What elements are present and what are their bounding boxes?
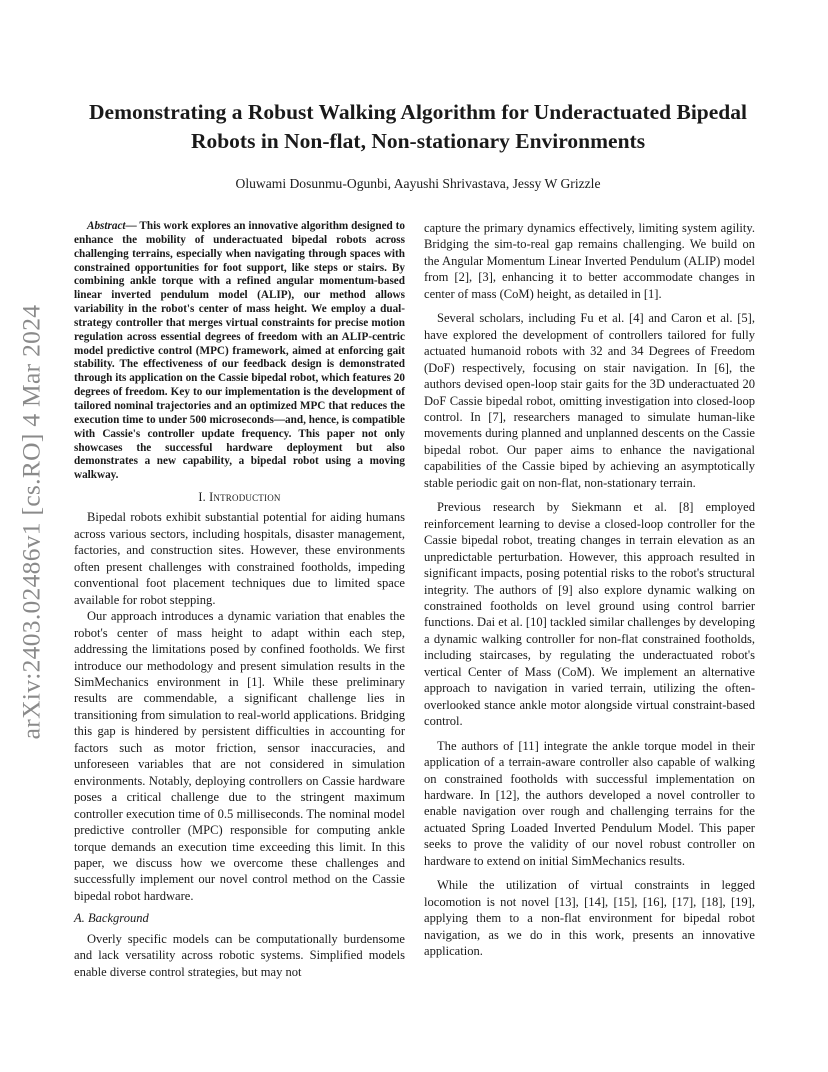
right-paragraph-5: While the utilization of virtual constraints in legged locomotion is not novel [13], [14], [15], [16], [17], [18], [19], applying them to a non-flat environment for bipedal robot navigation, as we do in this work, presents an innovative application. <box>424 878 755 959</box>
paper-title <box>60 98 776 156</box>
abstract-text: — This work explores an innovative algorithm designed to enhance the mobility of underactuated bipedal robots across challenging terrains, especially when navigating through spaces with constrained opportunities for foot support, like steps or stairs. By combining ankle torque with a refined angular momentum-based linear inverted pendulum model (ALIP), our method allows variability in the robot's center of mass height. We employ a dual-strategy controller that merges virtual constraints for precise motion regulation across essential degrees of freedom with an ALIP-centric model predictive control (MPC) framework, aimed at enforcing gait stability. The effectiveness of our feedback design is demonstrated through its application on the Cassie bipedal robot, which features 20 degrees of freedom. Key to our implementation is the development of tailored nominal trajectories and an optimized MPC that reduces the execution time to under 500 microseconds—and, hence, is compatible with Cassie's controller update frequency. This paper not only showcases the successful hardware deployment but also demonstrates a new capability, a bipedal robot using a moving walkway. <box>74 220 405 482</box>
arxiv-identifier-text: arXiv:2403.02486v1 [cs.RO] 4 Mar 2024 <box>16 304 46 740</box>
section-heading-introduction <box>74 489 405 505</box>
right-column <box>424 220 755 959</box>
left-column <box>74 220 405 980</box>
paper-title-line-1: Demonstrating a Robust Walking Algorithm for Underactuated Bipedal <box>89 100 747 124</box>
subsection-heading-background: A. Background <box>74 911 149 926</box>
background-paragraph-1: Overly specific models can be computationally burdensome and lack versatility across robotic systems. Simplified models enable diverse control strategies, but may not <box>74 931 405 979</box>
abstract <box>74 220 405 483</box>
right-paragraph-2: Several scholars, including Fu et al. [4] and Caron et al. [5], have explored the development of controllers tailored for fully actuated humanoid robots with 32 and 34 Degrees of Freedom (DoF) respectively, focusing on stair navigation. In [6], the authors devised open-loop stair gaits for the 3D underactuated 20 DoF Cassie bipedal robot, omitting investigation into closed-loop control. In [7], researchers managed to simulate human-like movements during planned and unplanned descents on the Cassie bipedal robot. Our paper aims to enhance the navigational capabilities of the Cassie biped by achieving an asymptotically stable periodic gait on non-flat, non-stationary terrain. <box>424 311 755 490</box>
abstract-label: Abstract <box>87 220 126 232</box>
arxiv-identifier-stamp <box>6 272 56 772</box>
intro-paragraph-2: Our approach introduces a dynamic variation that enables the robot's center of mass height to adapt within each step, addressing the limitations posed by confined footholds. We first introduce our methodology and present simulation results in the SimMechanics environment in [1]. While these preliminary results are commendable, a significant challenge lies in transitioning from simulation to real-world applications. Bridging this gap is hindered by persistent difficulties in accounting for factors such as motor friction, sensor inaccuracies, and unforeseen variables that are not considered in simulation environments. Notably, deploying controllers on Cassie hardware poses a critical challenge due to the stringent maximum controller execution time of 0.5 milliseconds. The nominal model predictive controller (MPC) responsible for computing ankle torque demands an execution time exceeding this limit. In this paper, we discuss how we overcome these challenges and successfully implement our novel control method on the Cassie bipedal robot hardware. <box>74 609 405 903</box>
right-paragraph-3: Previous research by Siekmann et al. [8] employed reinforcement learning to devise a closed-loop controller for the Cassie bipedal robot, treating changes in terrain elevation as an unpredictable perturbation. However, this approach resulted in significant impacts, posing potential risks to the robot's structural integrity. The authors of [9] also explore dynamic walking on constrained footholds on level ground using control barrier functions. Dai et al. [10] tackled similar challenges by developing a dynamic walking controller for non-flat constrained footholds, including staircases, by regulating the underactuated robot's vertical Center of Mass (CoM). We implement an alternative approach to navigation in varied terrain, utilizing the often-overlooked stance ankle motor alongside virtual constraint-based control. <box>424 500 755 729</box>
section-number: I. <box>198 490 210 505</box>
right-paragraph-4: The authors of [11] integrate the ankle torque model in their application of a terrain-aware controller also capable of walking on constrained footholds with successful implementation on hardware. In [12], the authors developed a novel controller to enable navigation over rough and challenging terrains for the actuated Spring Loaded Inverted Pendulum Model. This paper seeks to prove the validity of our novel robust controller on hardware to extend on initial SimMechanics results. <box>424 738 755 868</box>
right-paragraph-1: capture the primary dynamics effectively, limiting system agility. Bridging the sim-to-real gap remains challenging. We build on the Angular Momentum Linear Inverted Pendulum (ALIP) model from [2], [3], enhancing it to better accommodate changes in center of mass (CoM) height, as detailed in [1]. <box>424 221 755 301</box>
intro-paragraph-1: Bipedal robots exhibit substantial potential for aiding humans across various sectors, including hospitals, disaster management, factories, and construction sites. However, these environments often present challenges with constrained footholds, impeding conventional foot placement techniques due to limited space available for robot stepping. <box>74 510 405 607</box>
section-title: Introduction <box>209 490 281 505</box>
author-list: Oluwami Dosunmu-Ogunbi, Aayushi Shrivastava, Jessy W Grizzle <box>235 176 601 191</box>
paper-title-line-2: Robots in Non-flat, Non-stationary Environments <box>190 129 646 153</box>
